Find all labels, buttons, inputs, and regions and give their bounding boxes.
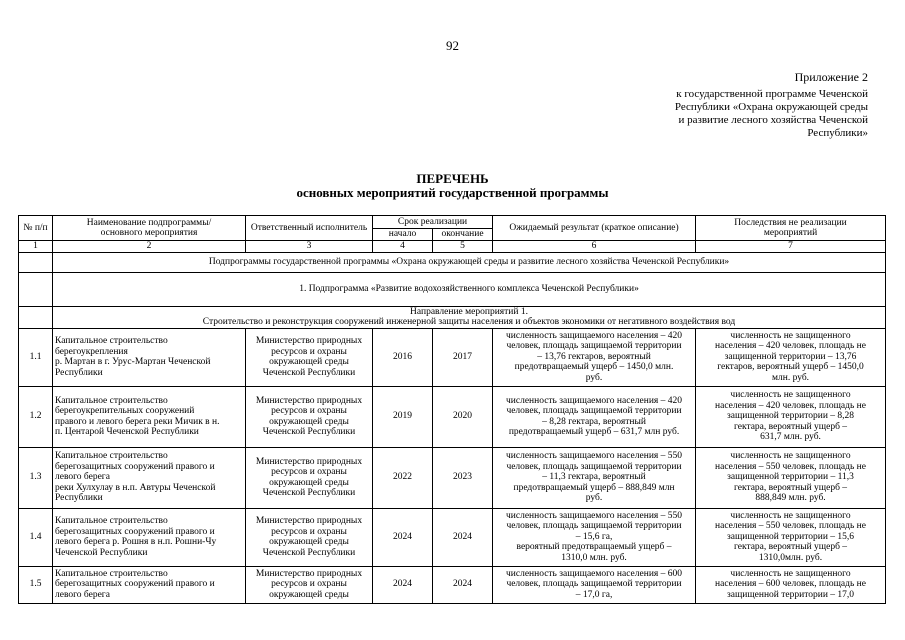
- direction-title: [53, 306, 886, 328]
- col-number: 7: [696, 241, 886, 253]
- direction-line-2: Строительство и реконструкция сооружений инженерной защиты населения и объектов экономики от негативного воздействия вод: [202, 317, 736, 327]
- header-period: Срок реализации: [373, 216, 493, 229]
- heading-line-2: основных мероприятий государственной программы: [296, 185, 609, 200]
- row-end: 2017: [433, 328, 493, 386]
- empty-cell: [19, 252, 53, 272]
- document-heading: [0, 172, 905, 200]
- row-consequences: численность не защищенного населения – 420 человек, площадь не защищенной территории – 8,28 гектара, вероятный ущерб – 631,7 млн. руб.: [696, 386, 886, 447]
- appendix-title: Приложение 2: [794, 70, 868, 84]
- row-name: Капитальное строительство берегозащитных сооружений правого и левого берега р. Рошня в н.п. Рошни-Чу Чеченской Республики: [53, 508, 246, 566]
- row-start: 2022: [373, 447, 433, 508]
- table-row: [19, 447, 886, 508]
- row-num: 1.2: [19, 386, 53, 447]
- row-num: 1.5: [19, 566, 53, 603]
- col-number: 1: [19, 241, 53, 253]
- header-num: № п/п: [19, 216, 53, 241]
- col-number: 3: [246, 241, 373, 253]
- row-name: Капитальное строительство берегозащитных сооружений правого и левого берега: [53, 566, 246, 603]
- row-result: численность защищаемого населения – 550 человек, площадь защищаемой территории – 15,6 га, вероятный предотвращаемый ущерб – 1310,0 млн. руб.: [493, 508, 696, 566]
- row-executor: Министерство природных ресурсов и охраны окружающей среды Чеченской Республики: [246, 386, 373, 447]
- header-end: окончание: [433, 229, 493, 241]
- row-name: Капитальное строительство берегозащитных сооружений правого и левого берега реки Хулхулау в н.п. Автуры Чеченской Республики: [53, 447, 246, 508]
- row-consequences: численность не защищенного населения – 550 человек, площадь не защищенной территории – 11,3 гектара, вероятный ущерб – 888,849 млн. руб.: [696, 447, 886, 508]
- row-consequences: численность не защищенного населения – 600 человек, площадь не защищенной территории – 17,0: [696, 566, 886, 603]
- row-result: численность защищаемого населения – 550 человек, площадь защищаемой территории – 11,3 гектара, вероятный предотвращаемый ущерб – 888,849 млн руб.: [493, 447, 696, 508]
- row-executor: Министерство природных ресурсов и охраны окружающей среды: [246, 566, 373, 603]
- row-start: 2016: [373, 328, 433, 386]
- col-number: 6: [493, 241, 696, 253]
- row-end: 2020: [433, 386, 493, 447]
- table-row: [19, 328, 886, 386]
- row-executor: Министерство природных ресурсов и охраны окружающей среды Чеченской Республики: [246, 328, 373, 386]
- empty-cell: [19, 272, 53, 306]
- row-end: 2024: [433, 566, 493, 603]
- subprogram-title: 1. Подпрограмма «Развитие водохозяйственного комплекса Чеченской Республики»: [53, 272, 886, 306]
- page-number: 92: [446, 38, 459, 53]
- row-executor: Министерство природных ресурсов и охраны окружающей среды Чеченской Республики: [246, 447, 373, 508]
- header-result: Ожидаемый результат (краткое описание): [493, 216, 696, 241]
- measures-table: [18, 215, 886, 604]
- row-result: численность защищаемого населения – 600 человек, площадь защищаемой территории – 17,0 га,: [493, 566, 696, 603]
- col-number: 4: [373, 241, 433, 253]
- row-executor: Министерство природных ресурсов и охраны окружающей среды Чеченской Республики: [246, 508, 373, 566]
- direction-line-1: Направление мероприятий 1.: [410, 307, 528, 317]
- empty-cell: [19, 306, 53, 328]
- row-consequences: численность не защищенного населения – 420 человек, площадь не защищенной территории – 13,76 гектаров, вероятный ущерб – 1450,0 млн. руб.: [696, 328, 886, 386]
- section-program-title: Подпрограммы государственной программы «Охрана окружающей среды и развитие лесного хозяйства Чеченской Республики»: [53, 252, 886, 272]
- col-number: 5: [433, 241, 493, 253]
- row-name: Капитальное строительство берегоукрепления р. Мартан в г. Урус-Мартан Чеченской Республики: [53, 328, 246, 386]
- header-name: Наименование подпрограммы/ основного мероприятия: [53, 216, 246, 241]
- row-num: 1.4: [19, 508, 53, 566]
- row-start: 2024: [373, 566, 433, 603]
- col-number: 2: [53, 241, 246, 253]
- row-result: численность защищаемого населения – 420 человек, площадь защищаемой территории – 8,28 гектара, вероятный предотвращаемый ущерб – 631,7 млн руб.: [493, 386, 696, 447]
- row-consequences: численность не защищенного населения – 550 человек, площадь не защищенной территории – 15,6 гектара, вероятный ущерб – 1310,0млн. руб.: [696, 508, 886, 566]
- heading-line-1: ПЕРЕЧЕНЬ: [416, 171, 489, 186]
- table-row: [19, 566, 886, 603]
- row-num: 1.3: [19, 447, 53, 508]
- table-row: [19, 386, 886, 447]
- header-executor: Ответственный исполнитель: [246, 216, 373, 241]
- row-result: численность защищаемого населения – 420 человек, площадь защищаемой территории – 13,76 гектаров, вероятный предотвращаемый ущерб – 1450,0 млн. руб.: [493, 328, 696, 386]
- row-end: 2024: [433, 508, 493, 566]
- row-name: Капитальное строительство берегоукрепительных сооружений правого и левого берега реки Мичик в н. п. Центарой Чеченской Республики: [53, 386, 246, 447]
- appendix-text: к государственной программе Чеченской Республики «Охрана окружающей среды и развитие лесного хозяйства Чеченской Республики»: [674, 88, 868, 139]
- row-start: 2019: [373, 386, 433, 447]
- table-row: [19, 508, 886, 566]
- header-consequences: Последствия не реализации мероприятий: [696, 216, 886, 241]
- row-start: 2024: [373, 508, 433, 566]
- header-start: начало: [373, 229, 433, 241]
- row-num: 1.1: [19, 328, 53, 386]
- row-end: 2023: [433, 447, 493, 508]
